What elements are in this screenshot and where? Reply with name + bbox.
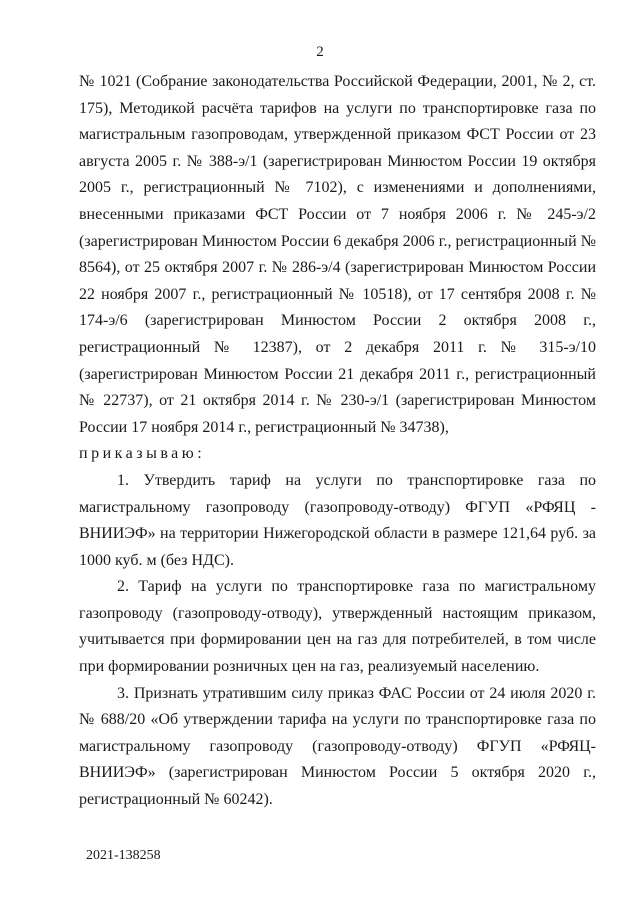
order-item-1: 1. Утвердить тариф на услуги по транспортировке газа по магистральному газопроводу (газопроводу-отводу) ФГУП «РФЯЦ - ВНИИЭФ» на территории Нижегородской области в размере 121,64 руб. за 1000 куб. м (без НДС). [79,471,596,569]
order-word: приказываю: [79,445,206,463]
order-item-3: 3. Признать утратившим силу приказ ФАС России от 24 июля 2020 г. № 688/20 «Об утверждении тарифа на услуги по транспортировке газа по магистральному газопроводу (газопроводу-отводу) ФГУП «РФЯЦ-ВНИИЭФ» (зарегистрирован Минюстом России 5 октября 2020 г., регистрационный № 60242). [79,684,596,809]
document-number: 2021-138258 [86,848,161,863]
intro-paragraph: № 1021 (Собрание законодательства Российской Федерации, 2001, № 2, ст. 175), Методикой расчёта тарифов на услуги по транспортировке газа по магистральным газопроводам, утвержденной приказом ФСТ России от 23 августа 2005 г. № 388-э/1 (зарегистрирован Минюстом России 19 октября 2005 г., регистрационный № 7102), с изменениями и дополнениями, внесенными приказами ФСТ России от 7 ноября 2006 г. № 245-э/2 (зарегистрирован Минюстом России 6 декабря 2006 г., регистрационный № 8564), от 25 октября 2007 г. № 286-э/4 (зарегистрирован Минюстом России 22 ноября 2007 г., регистрационный № 10518), от 17 сентября 2008 г. № 174-э/6 (зарегистрирован Минюстом России 2 октября 2008 г., регистрационный № 12387), от 2 декабря 2011 г. № 315-э/10 (зарегистрирован Минюстом России 21 декабря 2011 г., регистрационный № 22737), от 21 октября 2014 г. № 230-э/1 (зарегистрирован Минюстом России 17 ноября 2014 г., регистрационный № 34738), [79,73,596,436]
order-item-2: 2. Тариф на услуги по транспортировке газа по магистральному газопроводу (газопроводу-отводу), утвержденный настоящим приказом, учитывается при формировании цен на газ для потребителей, в том числе при формировании розничных цен на газ, реализуемый населению. [79,578,596,676]
page-number: 2 [316,44,324,60]
document-body [79,69,596,814]
